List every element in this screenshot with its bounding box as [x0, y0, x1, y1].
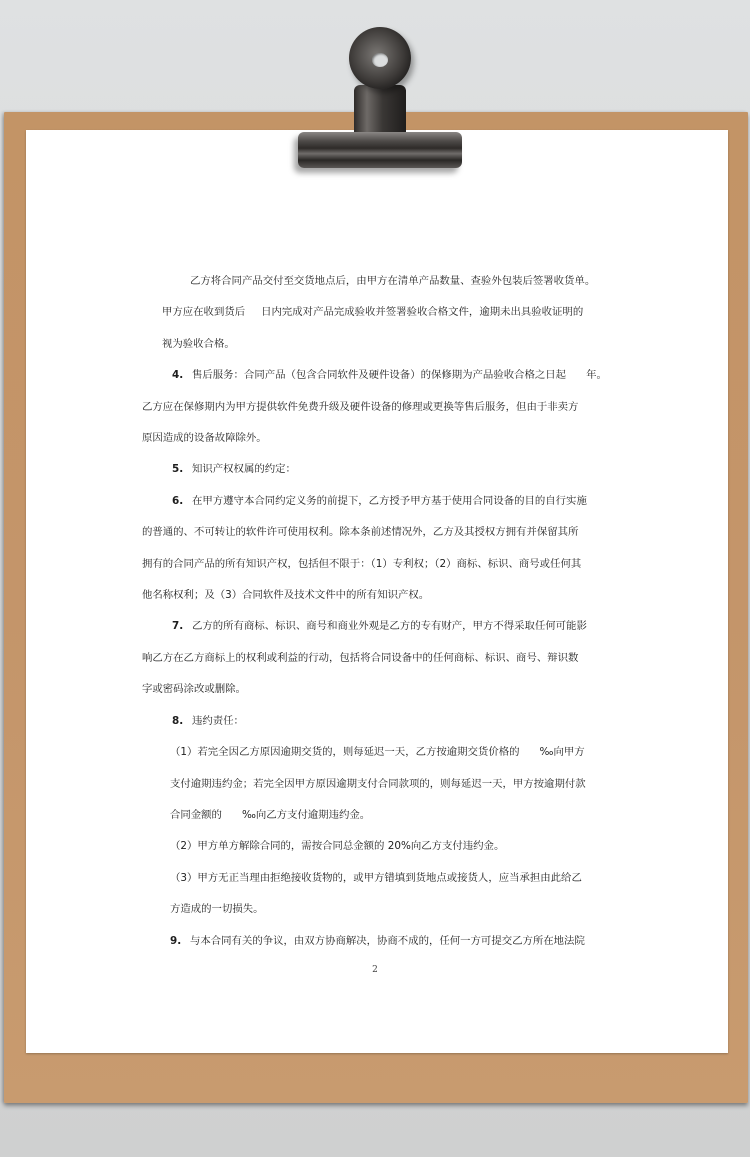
paragraph-line: 原因造成的设备故障除外。	[142, 432, 267, 445]
clause-4: 4. 售后服务：合同产品（包含合同软件及硬件设备）的保修期为产品验收合格之日起 年。	[142, 360, 590, 391]
clause-5: 5. 知识产权权属的约定：	[142, 454, 590, 485]
binder-clip-neck	[354, 85, 406, 137]
clause-number: 5.	[172, 463, 184, 476]
paragraph-line: 支付逾期违约金；若完全因甲方原因逾期支付合同款项的，则每延迟一天，甲方按逾期付款	[170, 777, 586, 790]
paragraph-line: 合同金额的 ‰向乙方支付逾期违约金。	[170, 808, 371, 821]
paragraph-line: 拥有的合同产品的所有知识产权，包括但不限于：（1）专利权；（2）商标、标识、商号或任何其	[142, 557, 582, 570]
clause-7: 7. 乙方的所有商标、标识、商号和商业外观是乙方的专有财产，甲方不得采取任何可能影	[142, 611, 590, 642]
paragraph-line: 甲方应在收到货后 日内完成对产品完成验收并签署验收合格文件，逾期未出具验收证明的	[162, 306, 584, 319]
paragraph-line: 的普通的、不可转让的软件许可使用权利。除本条前述情况外，乙方及其授权方拥有并保留其所	[142, 526, 579, 539]
clause-9: 9. 与本合同有关的争议，由双方协商解决，协商不成的，任何一方可提交乙方所在地法院	[142, 926, 590, 957]
sub-clause-1: （1）若完全因乙方原因逾期交货的，则每延迟一天，乙方按逾期交货价格的 ‰向甲方	[170, 746, 585, 759]
paragraph-line: 方造成的一切损失。	[170, 903, 264, 916]
clause-number: 9.	[170, 934, 182, 947]
paragraph-line: 他名称权利；及（3）合同软件及技术文件中的所有知识产权。	[142, 589, 430, 602]
sub-clause-3: （3）甲方无正当理由拒绝接收货物的，或甲方错填到货地点或接货人，应当承担由此给乙	[170, 871, 582, 884]
paragraph-line: 字或密码涂改或删除。	[142, 683, 246, 696]
paragraph-line: 乙方应在保修期内为甲方提供软件免费升级及硬件设备的修理或更换等售后服务，但由于非卖方	[142, 400, 579, 413]
clause-6: 6. 在甲方遵守本合同约定义务的前提下，乙方授予甲方基于使用合同设备的目的自行实施	[142, 486, 590, 517]
paragraph-line: 乙方将合同产品交付至交货地点后，由甲方在清单产品数量、查验外包装后签署收货单。	[190, 275, 596, 287]
document-body	[142, 266, 607, 957]
paragraph-line: 视为验收合格。	[162, 337, 235, 350]
clause-number: 4.	[172, 369, 184, 382]
page-number: 2	[372, 965, 378, 975]
paragraph-line: 响乙方在乙方商标上的权利或利益的行动，包括将合同设备中的任何商标、标识、商号、辩识数	[142, 651, 579, 664]
clause-number: 6.	[172, 494, 184, 507]
clause-number: 8.	[172, 714, 184, 727]
binder-clip-hole	[372, 53, 388, 67]
clause-8: 8. 违约责任：	[142, 706, 590, 737]
clause-number: 7.	[172, 620, 184, 633]
sub-clause-2: （2）甲方单方解除合同的，需按合同总金额的 20%向乙方支付违约金。	[170, 840, 505, 853]
binder-clip-icon	[298, 132, 462, 168]
